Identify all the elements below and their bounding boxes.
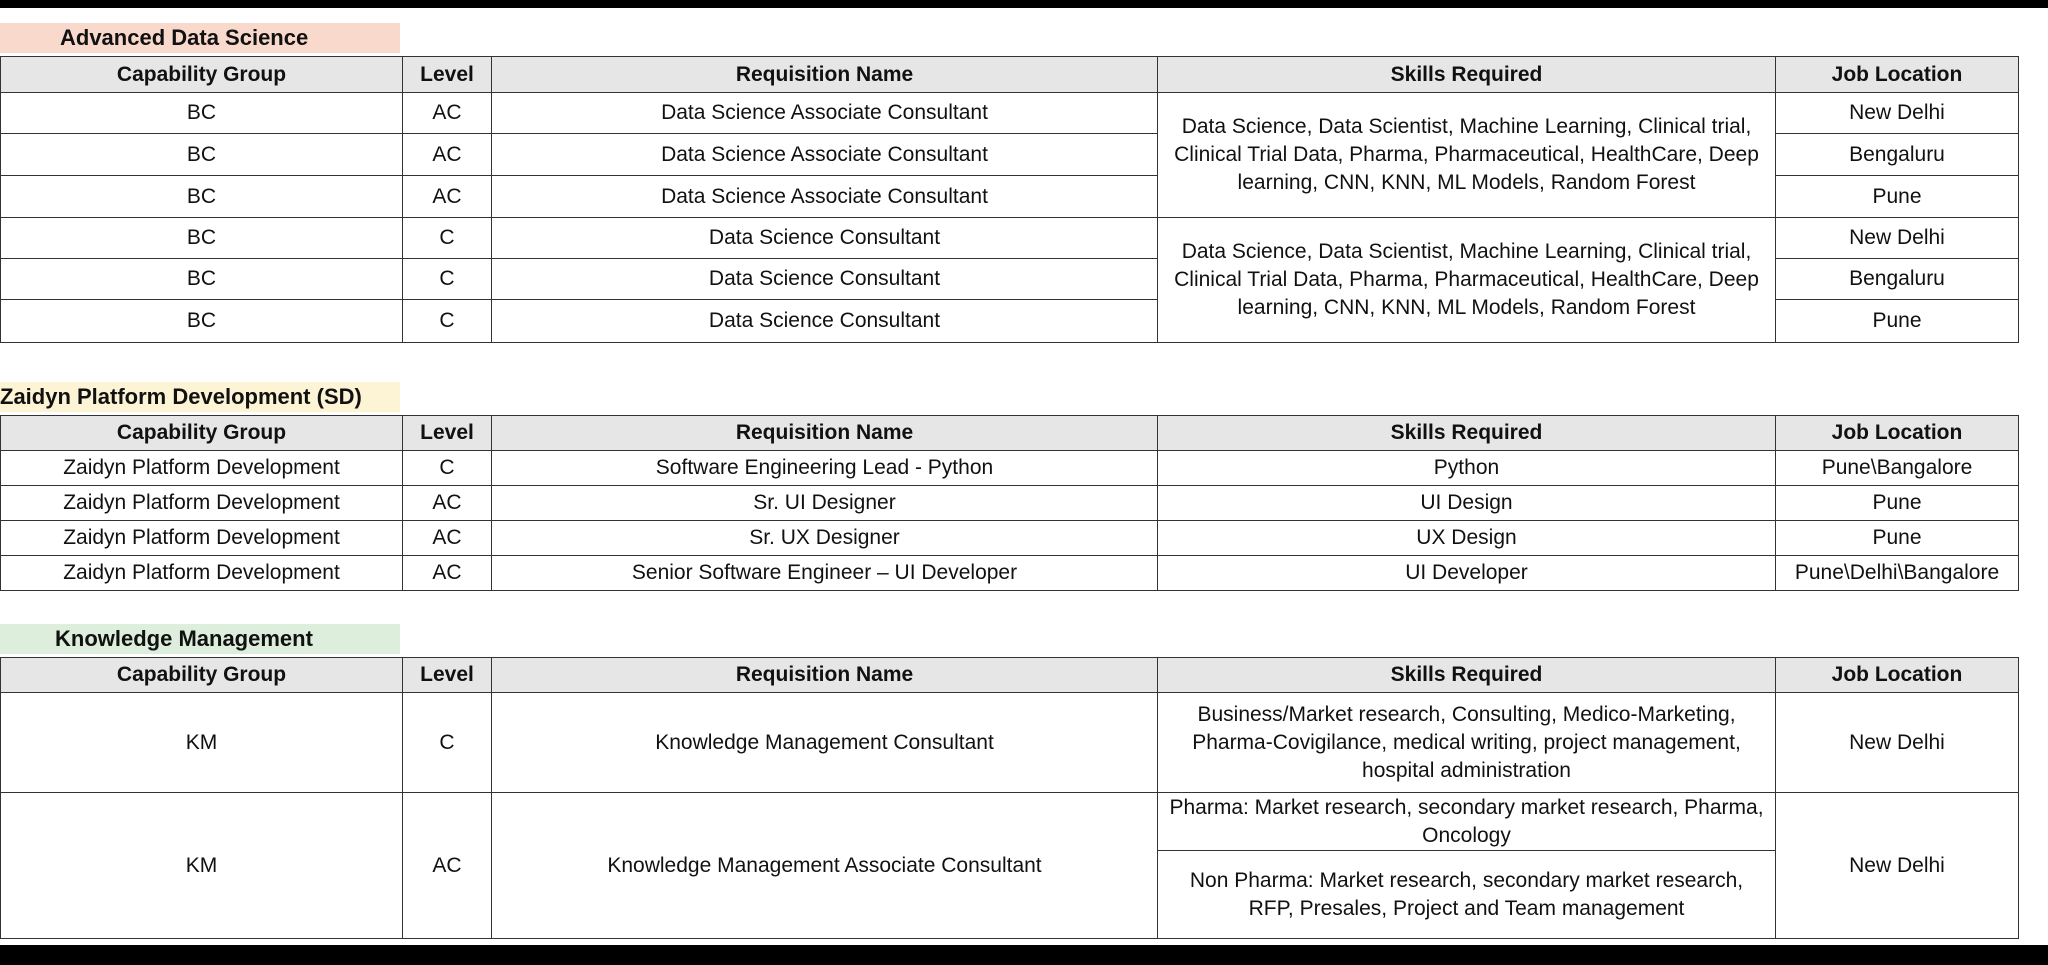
header-job-location: Job Location [1776,57,2019,93]
cell-requisition-name: Data Science Consultant [492,300,1158,343]
cell-level: C [403,218,492,259]
cell-requisition-name: Senior Software Engineer – UI Developer [492,556,1158,591]
section-title-knowledge-management: Knowledge Management [0,624,400,654]
header-requisition-name: Requisition Name [492,658,1158,693]
cell-skills-required: Data Science, Data Scientist, Machine Learning, Clinical trial, Clinical Trial Data, Pharma, Pharmaceutical, HealthCare, Deep learning, CNN, KNN, ML Models, Random Forest [1158,218,1776,343]
cell-level: C [403,300,492,343]
cell-capability-group: Zaidyn Platform Development [1,451,403,486]
cell-capability-group: KM [1,693,403,793]
cell-job-location: New Delhi [1776,218,2019,259]
cell-level: AC [403,176,492,218]
table-advanced-data-science [0,56,2019,343]
bottom-border-bar [0,945,2048,965]
table-knowledge-management [0,657,2019,939]
table-row [1,486,2019,521]
cell-level: AC [403,793,492,939]
header-capability-group: Capability Group [1,416,403,451]
cell-requisition-name: Data Science Consultant [492,259,1158,300]
cell-capability-group: BC [1,93,403,134]
cell-skills-required: UI Design [1158,486,1776,521]
cell-level: AC [403,486,492,521]
cell-capability-group: Zaidyn Platform Development [1,556,403,591]
cell-level: AC [403,93,492,134]
table-row [1,556,2019,591]
cell-level: AC [403,521,492,556]
cell-job-location: Pune\Delhi\Bangalore [1776,556,2019,591]
header-capability-group: Capability Group [1,658,403,693]
header-requisition-name: Requisition Name [492,57,1158,93]
header-level: Level [403,416,492,451]
table-header-row [1,416,2019,451]
cell-requisition-name: Knowledge Management Associate Consultant [492,793,1158,939]
table-row [1,521,2019,556]
cell-capability-group: BC [1,134,403,176]
header-job-location: Job Location [1776,658,2019,693]
table-header-row [1,57,2019,93]
table-row [1,451,2019,486]
cell-capability-group: BC [1,176,403,218]
cell-job-location: New Delhi [1776,93,2019,134]
cell-skills-required: Python [1158,451,1776,486]
table-row [1,93,2019,134]
cell-capability-group: BC [1,218,403,259]
cell-level: AC [403,134,492,176]
header-level: Level [403,658,492,693]
cell-capability-group: Zaidyn Platform Development [1,486,403,521]
cell-job-location: New Delhi [1776,693,2019,793]
cell-job-location: Pune [1776,300,2019,343]
cell-requisition-name: Sr. UI Designer [492,486,1158,521]
table-row [1,793,2019,851]
cell-skills-required: Business/Market research, Consulting, Medico-Marketing, Pharma-Covigilance, medical writing, project management, hospital administration [1158,693,1776,793]
cell-job-location: New Delhi [1776,793,2019,939]
cell-capability-group: BC [1,259,403,300]
top-border-bar [0,0,2048,8]
cell-skills-required: Data Science, Data Scientist, Machine Learning, Clinical trial, Clinical Trial Data, Pharma, Pharmaceutical, HealthCare, Deep learning, CNN, KNN, ML Models, Random Forest [1158,93,1776,218]
cell-job-location: Pune [1776,486,2019,521]
cell-requisition-name: Data Science Associate Consultant [492,176,1158,218]
cell-level: AC [403,556,492,591]
cell-skills-required: UX Design [1158,521,1776,556]
cell-requisition-name: Data Science Associate Consultant [492,134,1158,176]
table-row [1,693,2019,793]
cell-capability-group: BC [1,300,403,343]
header-skills-required: Skills Required [1158,416,1776,451]
cell-job-location: Pune [1776,521,2019,556]
cell-skills-required-pharma: Pharma: Market research, secondary market research, Pharma, Oncology [1158,793,1776,851]
cell-requisition-name: Knowledge Management Consultant [492,693,1158,793]
cell-level: C [403,693,492,793]
cell-capability-group: KM [1,793,403,939]
cell-capability-group: Zaidyn Platform Development [1,521,403,556]
cell-requisition-name: Data Science Consultant [492,218,1158,259]
cell-job-location: Pune [1776,176,2019,218]
cell-level: C [403,259,492,300]
header-requisition-name: Requisition Name [492,416,1158,451]
cell-skills-required: UI Developer [1158,556,1776,591]
section-title-advanced-data-science: Advanced Data Science [0,23,400,53]
header-level: Level [403,57,492,93]
table-row [1,218,2019,259]
header-capability-group: Capability Group [1,57,403,93]
table-header-row [1,658,2019,693]
header-skills-required: Skills Required [1158,658,1776,693]
header-job-location: Job Location [1776,416,2019,451]
cell-level: C [403,451,492,486]
header-skills-required: Skills Required [1158,57,1776,93]
table-zaidyn-platform-development [0,415,2019,591]
cell-requisition-name: Data Science Associate Consultant [492,93,1158,134]
cell-job-location: Bengaluru [1776,134,2019,176]
section-title-zaidyn-platform-development: Zaidyn Platform Development (SD) [0,382,400,412]
cell-job-location: Bengaluru [1776,259,2019,300]
cell-job-location: Pune\Bangalore [1776,451,2019,486]
cell-requisition-name: Sr. UX Designer [492,521,1158,556]
cell-skills-required-non-pharma: Non Pharma: Market research, secondary market research, RFP, Presales, Project and Team management [1158,851,1776,939]
cell-requisition-name: Software Engineering Lead - Python [492,451,1158,486]
